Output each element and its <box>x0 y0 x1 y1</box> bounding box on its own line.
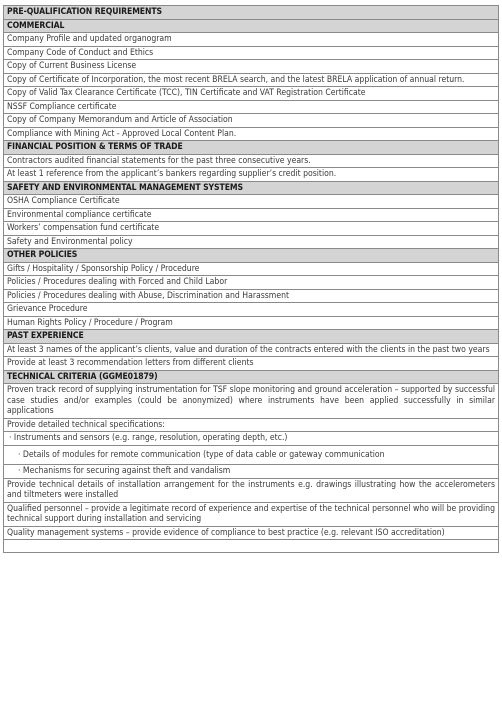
blank-row <box>4 540 499 553</box>
table-row <box>4 100 499 114</box>
table-title-row <box>4 6 499 20</box>
table-row <box>4 384 499 419</box>
blank-cell <box>4 540 499 553</box>
table-row <box>4 303 499 317</box>
requirement-item: Copy of Valid Tax Clearance Certificate (TCC), TIN Certificate and VAT Registration Certificate <box>4 87 499 101</box>
table-row <box>4 127 499 141</box>
table-row <box>4 235 499 249</box>
table-row <box>4 262 499 276</box>
table-row <box>4 168 499 182</box>
section-heading-row <box>4 370 499 384</box>
requirement-subitem: · Instruments and sensors (e.g. range, resolution, operating depth, etc.) <box>4 432 499 446</box>
table-row <box>4 526 499 540</box>
requirement-item: Copy of Company Memorandum and Article of Association <box>4 114 499 128</box>
section-heading-safety: SAFETY AND ENVIRONMENTAL MANAGEMENT SYSTEMS <box>4 181 499 195</box>
table-row <box>4 114 499 128</box>
table-row <box>4 46 499 60</box>
table-title: PRE-QUALIFICATION REQUIREMENTS <box>4 6 499 20</box>
requirement-item: Environmental compliance certificate <box>4 208 499 222</box>
requirement-item: Contractors audited financial statements for the past three consecutive years. <box>4 154 499 168</box>
table-row <box>4 208 499 222</box>
requirement-item: NSSF Compliance certificate <box>4 100 499 114</box>
section-heading-other-policies: OTHER POLICIES <box>4 249 499 263</box>
section-heading-row <box>4 330 499 344</box>
table-row <box>4 316 499 330</box>
requirement-item: Proven track record of supplying instrumentation for TSF slope monitoring and ground acceleration – supported by successful case studies and/or examples (could be anonymized) where instruments have been applied successfully in similar applications <box>4 384 499 419</box>
table-row <box>4 154 499 168</box>
requirement-item: Copy of Current Business License <box>4 60 499 74</box>
table-row <box>4 222 499 236</box>
requirement-item: Policies / Procedures dealing with Abuse, Discrimination and Harassment <box>4 289 499 303</box>
requirement-item: Grievance Procedure <box>4 303 499 317</box>
table-row <box>4 478 499 502</box>
table-row <box>4 195 499 209</box>
section-heading-row <box>4 141 499 155</box>
requirement-item: Gifts / Hospitality / Sponsorship Policy / Procedure <box>4 262 499 276</box>
requirement-subitem: · Mechanisms for securing against theft and vandalism <box>4 465 499 479</box>
table-row <box>4 465 499 479</box>
requirement-item: Company Profile and updated organogram <box>4 33 499 47</box>
table-row <box>4 73 499 87</box>
requirement-item: Quality management systems – provide evidence of compliance to best practice (e.g. relevant ISO accreditation) <box>4 526 499 540</box>
requirement-item: Provide detailed technical specifications: <box>4 418 499 432</box>
table-row <box>4 502 499 526</box>
requirement-item: Qualified personnel – provide a legitimate record of experience and expertise of the technical personnel who will be providing technical support during installation and servicing <box>4 502 499 526</box>
requirement-item: Policies / Procedures dealing with Forced and Child Labor <box>4 276 499 290</box>
table-row <box>4 357 499 371</box>
requirement-item: Workers’ compensation fund certificate <box>4 222 499 236</box>
requirement-item: Human Rights Policy / Procedure / Program <box>4 316 499 330</box>
table-row <box>4 276 499 290</box>
requirement-item: OSHA Compliance Certificate <box>4 195 499 209</box>
requirement-item: Compliance with Mining Act - Approved Local Content Plan. <box>4 127 499 141</box>
section-heading-financial: FINANCIAL POSITION & TERMS OF TRADE <box>4 141 499 155</box>
section-heading-commercial: COMMERCIAL <box>4 19 499 33</box>
section-heading-row <box>4 249 499 263</box>
requirement-item: Safety and Environmental policy <box>4 235 499 249</box>
section-heading-row <box>4 181 499 195</box>
requirement-item: Provide technical details of installation arrangement for the instruments e.g. drawings illustrating how the accelerometers and tiltmeters were installed <box>4 478 499 502</box>
table-row <box>4 343 499 357</box>
prequalification-table <box>3 5 499 553</box>
table-row <box>4 445 499 465</box>
requirement-item: Provide at least 3 recommendation letters from different clients <box>4 357 499 371</box>
table-row <box>4 418 499 432</box>
section-heading-past-experience: PAST EXPERIENCE <box>4 330 499 344</box>
section-heading-technical-criteria: TECHNICAL CRITERIA (GGME01879) <box>4 370 499 384</box>
table-row <box>4 87 499 101</box>
table-row <box>4 289 499 303</box>
requirement-item: At least 1 reference from the applicant’s bankers regarding supplier’s credit position. <box>4 168 499 182</box>
requirement-subitem: · Details of modules for remote communication (type of data cable or gateway communication <box>4 445 499 465</box>
table-row <box>4 432 499 446</box>
requirement-item: Company Code of Conduct and Ethics <box>4 46 499 60</box>
requirement-item: Copy of Certificate of Incorporation, the most recent BRELA search, and the latest BRELA application of annual return. <box>4 73 499 87</box>
table-row <box>4 33 499 47</box>
table-row <box>4 60 499 74</box>
requirement-item: At least 3 names of the applicant’s clients, value and duration of the contracts entered with the clients in the past two years <box>4 343 499 357</box>
section-heading-row <box>4 19 499 33</box>
